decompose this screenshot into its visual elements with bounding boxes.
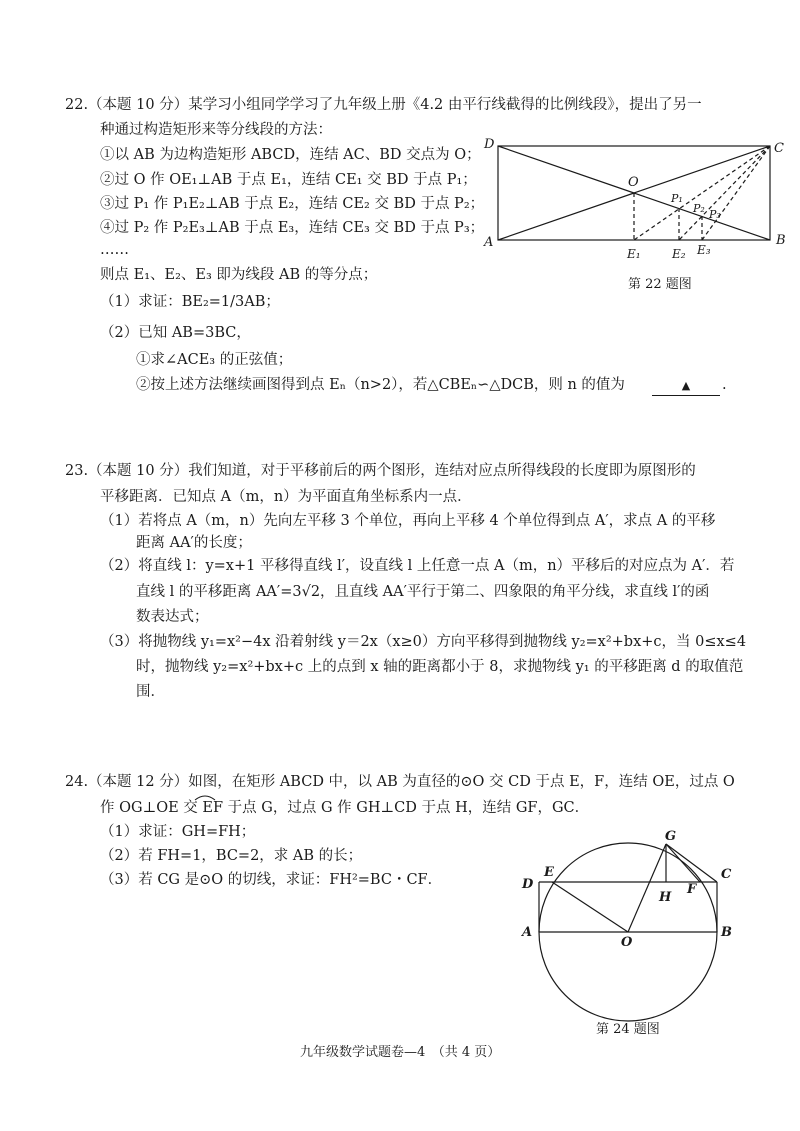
q24-part-3: （3）若 CG 是⊙O 的切线，求证：FH²=BC・CF． [100, 872, 443, 888]
q22-step-2: ②过 O 作 OE₁⊥AB 于点 E₁，连结 CE₁ 交 BD 于点 P₁； [100, 172, 477, 188]
segment-ce3 [702, 146, 770, 240]
q23-part-3-end: 围． [136, 684, 165, 700]
q24-line-2: 作 OG⊥OE 交 EF 于点 G，过点 G 作 GH⊥CD 于点 H，连结 GF，GC． [100, 800, 590, 816]
q24-part-1: （1）求证：GH=FH； [100, 824, 256, 840]
q23-part-2-end: 数表达式； [136, 609, 209, 625]
q22-part-2-a: ①求∠ACE₃ 的正弦值； [136, 352, 293, 368]
label-o: O [628, 175, 639, 190]
answer-marker: ▲ [681, 379, 691, 392]
label-d: D [484, 137, 495, 152]
q23-part-2: （2）将直线 l：y=x+1 平移得直线 l′，设直线 l 上任意一点 A（m，n）平移后的对应点为 A′．若 [100, 558, 735, 574]
label-e3: E₃ [697, 243, 711, 257]
figure-22 [482, 136, 792, 266]
segment-gc [666, 844, 717, 882]
segment-ce2 [679, 146, 770, 240]
q22-conclusion: 则点 E₁、E₂、E₃ 即为线段 AB 的等分点； [100, 267, 378, 283]
label-p3: P₃ [709, 208, 721, 221]
q24-part-2: （2）若 FH=1，BC=2，求 AB 的长； [100, 848, 363, 864]
label-e2: E₂ [672, 247, 686, 261]
q23-part-3-cont: 时，抛物线 y₂=x²+bx+c 上的点到 x 轴的距离都小于 8，求抛物线 y₁ 的平移距离 d 的取值范 [136, 659, 744, 675]
q23-part-2-cont: 直线 l 的平移距离 AA′=3√2，且直线 AA′平行于第二、四象限的角平分线，求直线 l′的函 [136, 584, 710, 600]
q22-line-2: 种通过构造矩形来等分线段的方法： [100, 122, 332, 138]
segment-gf [666, 844, 700, 882]
q23-part-1-cont: 距离 AA′的长度； [136, 535, 252, 551]
page-footer: 九年级数学试题卷—4 （共 4 页） [300, 1045, 501, 1060]
label-e: E [544, 865, 554, 880]
label-a: A [484, 235, 494, 250]
q22-line-1: 22.（本题 10 分）某学习小组同学学习了九年级上册《4.2 由平行线截得的比例线段》，提出了另一 [65, 97, 702, 113]
q22-step-1: ①以 AB 为边构造矩形 ABCD，连结 AC、BD 交点为 O； [100, 147, 481, 163]
segment-og [628, 844, 666, 932]
label-f: F [687, 882, 697, 897]
label-o: O [621, 935, 633, 950]
arc-ef-mark [194, 793, 216, 801]
q23-line-1: 23.（本题 10 分）我们知道，对于平移前后的两个图形，连结对应点所得线段的长度即为原图形的 [65, 463, 696, 479]
figure-24-caption: 第 24 题图 [596, 1022, 660, 1037]
q22-step-4: ④过 P₂ 作 P₂E₃⊥AB 于点 E₃，连结 CE₃ 交 BD 于点 P₃； [100, 220, 485, 236]
label-p1: P₁ [671, 192, 683, 205]
label-g: G [665, 829, 677, 844]
label-e1: E₁ [627, 247, 641, 261]
q22-part-1: （1）求证：BE₂=1/3AB； [100, 294, 280, 310]
figure-22-caption: 第 22 题图 [628, 277, 692, 292]
q23-part-3: （3）将抛物线 y₁=x²−4x 沿着射线 y＝2x（x≥0）方向平移得到抛物线 y₂=x²+bx+c，当 0≤x≤4 [100, 634, 747, 650]
answer-blank [652, 376, 720, 396]
q22-ellipsis: …… [100, 242, 129, 258]
segment-oe [552, 882, 628, 932]
label-a: A [522, 925, 533, 940]
q23-line-2: 平移距离．已知点 A（m，n）为平面直角坐标系内一点． [100, 489, 472, 505]
q22-step-3: ③过 P₁ 作 P₁E₂⊥AB 于点 E₂，连结 CE₂ 交 BD 于点 P₂； [100, 196, 485, 212]
label-b: B [776, 233, 786, 248]
label-p2: P₂ [693, 202, 705, 215]
q22-part-2-b: ②按上述方法继续画图得到点 Eₙ（n>2），若△CBEₙ∽△DCB，则 n 的值为 [136, 377, 625, 393]
q22-part-2: （2）已知 AB=3BC， [100, 325, 251, 341]
label-h: H [659, 890, 672, 905]
figure-24 [515, 829, 745, 1032]
label-c: C [721, 867, 732, 882]
label-d: D [522, 877, 534, 892]
q22-end-period: . [722, 377, 727, 393]
q24-line-1: 24.（本题 12 分）如图，在矩形 ABCD 中，以 AB 为直径的⊙O 交 CD 于点 E，F，连结 OE，过点 O [65, 774, 735, 790]
q23-part-1: （1）若将点 A（m，n）先向左平移 3 个单位，再向上平移 4 个单位得到点 A′，求点 A 的平移 [100, 513, 716, 529]
label-b: B [721, 925, 732, 940]
label-c: C [774, 141, 784, 156]
